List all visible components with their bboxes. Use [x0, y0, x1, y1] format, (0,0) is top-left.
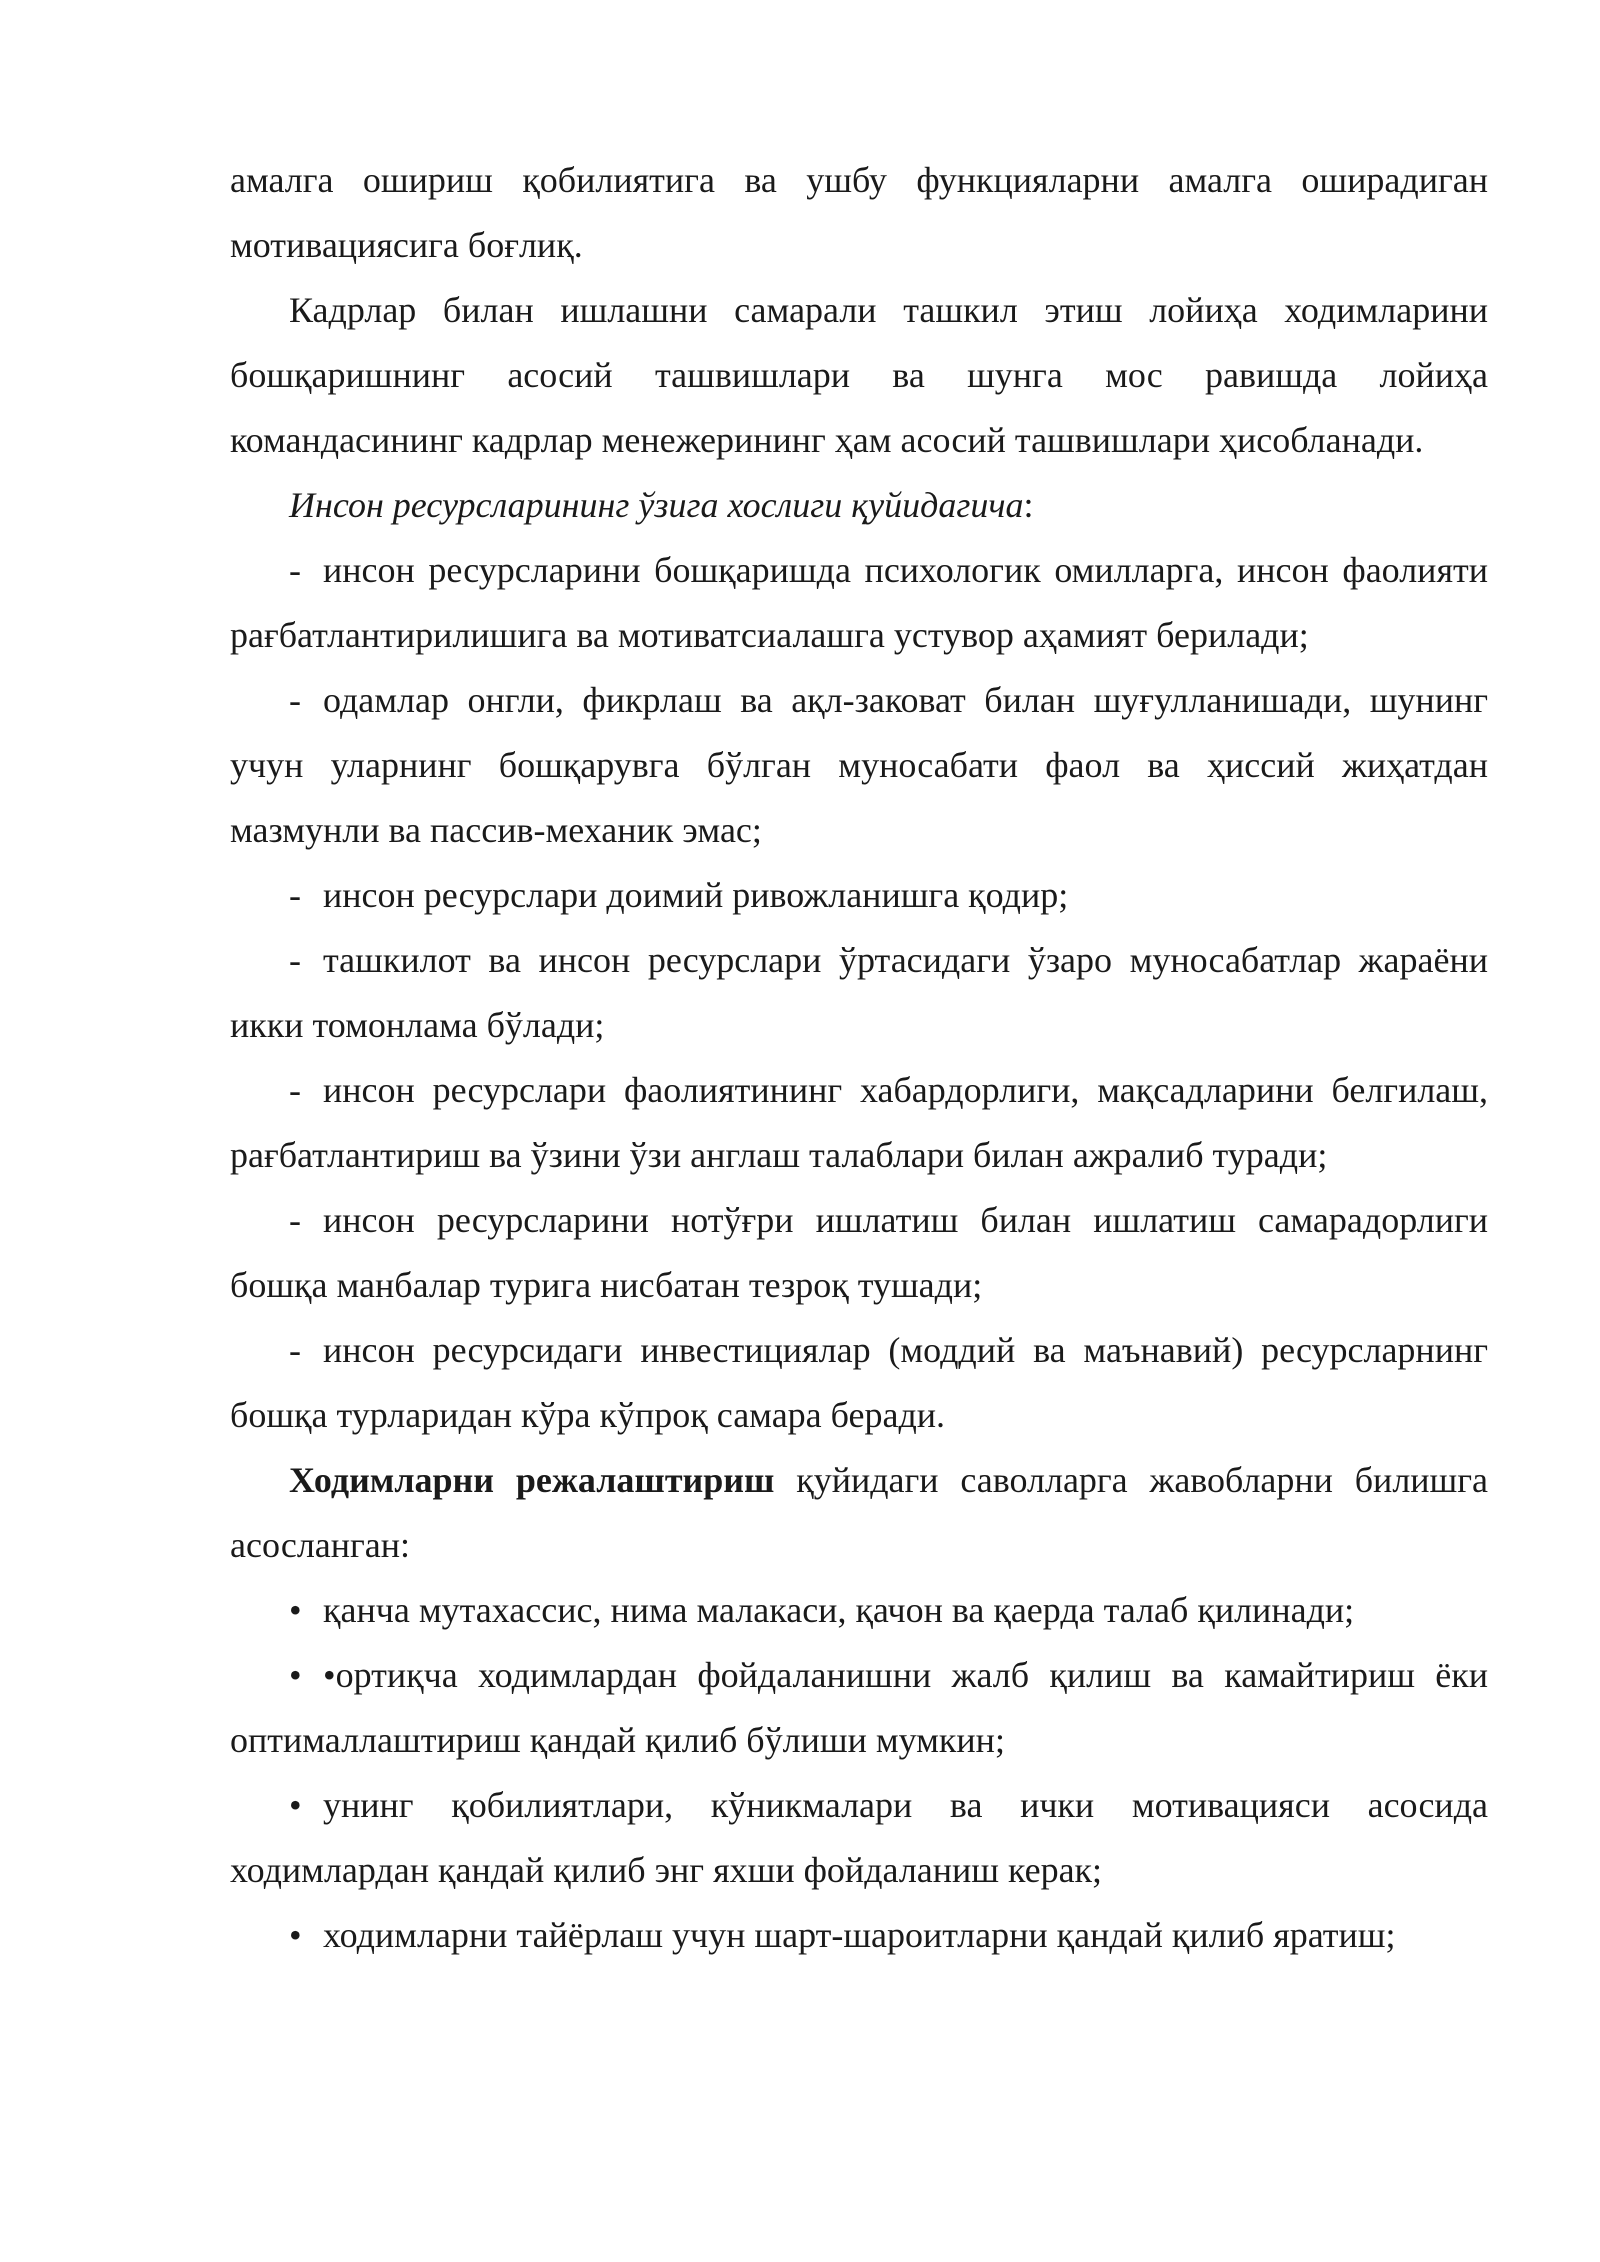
paragraph-continuation: амалга ошириш қобилиятига ва ушбу функцияларни амалга оширадиган мотивациясига боғлиқ.	[230, 160, 1488, 265]
bullet-list-item-text: унинг қобилиятлари, кўникмалари ва ички мотивацияси асосида ходимлардан қандай қилиб энг яхши фойдаланиш керак;	[230, 1785, 1488, 1890]
dash-marker: -	[289, 875, 301, 915]
bullet-list-item	[230, 1773, 1488, 1903]
bold-term: Ходимларни режалаштириш	[289, 1460, 775, 1500]
dash-list-item	[230, 668, 1488, 863]
dash-list-item	[230, 1318, 1488, 1448]
bullet-list-item	[230, 1643, 1488, 1773]
bullet-list-item	[230, 1578, 1488, 1643]
dash-marker: -	[289, 940, 301, 980]
dash-marker: -	[289, 1070, 301, 1110]
dash-list-item-text: ташкилот ва инсон ресурслари ўртасидаги ўзаро муносабатлар жараёни икки томонлама бўлади;	[230, 940, 1488, 1045]
dash-list-item	[230, 928, 1488, 1058]
bullet-marker: •	[289, 1785, 302, 1825]
bullet-list-item-text: ходимларни тайёрлаш учун шарт-шароитларни қандай қилиб яратиш;	[323, 1915, 1396, 1955]
dash-list-item	[230, 538, 1488, 668]
dash-list-item-text: инсон ресурсларини бошқаришда психологик омилларга, инсон фаолияти рағбатлантирилишига ва мотиватсиалашга устувор аҳамият берилади;	[230, 550, 1488, 655]
paragraph-staff-planning	[230, 1448, 1488, 1578]
dash-list-item-text: одамлар онгли, фикрлаш ва ақл-заковат билан шуғулланишади, шунинг учун уларнинг бошқарувга бўлган муносабати фаол ва ҳиссий жиҳатдан мазмунли ва пассив-механик эмас;	[230, 680, 1488, 850]
bullet-list-item	[230, 1903, 1488, 1968]
dash-list-item	[230, 1058, 1488, 1188]
bullet-marker: •	[289, 1915, 302, 1955]
bullet-marker: •	[289, 1590, 302, 1630]
dash-list-item	[230, 863, 1488, 928]
paragraph-hr-specifics-heading	[230, 473, 1488, 538]
heading-colon: :	[1023, 485, 1034, 525]
dash-marker: -	[289, 680, 301, 720]
dash-list-item-text: инсон ресурсларини нотўғри ишлатиш билан ишлатиш самарадорлиги бошқа манбалар турига нисбатан тезроқ тушади;	[230, 1200, 1488, 1305]
bullet-list-item-text: қанча мутахассис, нима малакаси, қачон ва қаерда талаб қилинади;	[323, 1590, 1355, 1630]
dash-list-item-text: инсон ресурсидаги инвестициялар (моддий ва маънавий) ресурсларнинг бошқа турларидан кўра кўпроқ самара беради.	[230, 1330, 1488, 1435]
italic-heading: Инсон ресурсларининг ўзига хослиги қуйидагича	[289, 485, 1024, 525]
planning-rest-text: қуйидаги саволларга жавобларни билишга асосланган:	[230, 1460, 1489, 1565]
bullet-marker: •	[289, 1655, 302, 1695]
dash-marker: -	[289, 1330, 301, 1370]
dash-list-item-text: инсон ресурслари доимий ривожланишга қодир;	[323, 875, 1069, 915]
bullet-list-item-text: •ортиқча ходимлардан фойдаланишни жалб қилиш ва камайтириш ёки оптималлаштириш қандай қилиб бўлиши мумкин;	[230, 1655, 1488, 1760]
dash-list-item	[230, 1188, 1488, 1318]
paragraph-hr-management: Кадрлар билан ишлашни самарали ташкил этиш лойиҳа ходимларини бошқаришнинг асосий ташвишлари ва шунга мос равишда лойиҳа командасининг кадрлар менежерининг ҳам асосий ташвишлари ҳисобланади.	[230, 290, 1488, 460]
document-page	[230, 148, 1488, 1968]
dash-marker: -	[289, 1200, 301, 1240]
dash-list-item-text: инсон ресурслари фаолиятининг хабардорлиги, мақсадларини белгилаш, рағбатлантириш ва ўзини ўзи англаш талаблари билан ажралиб туради;	[230, 1070, 1488, 1175]
dash-marker: -	[289, 550, 301, 590]
